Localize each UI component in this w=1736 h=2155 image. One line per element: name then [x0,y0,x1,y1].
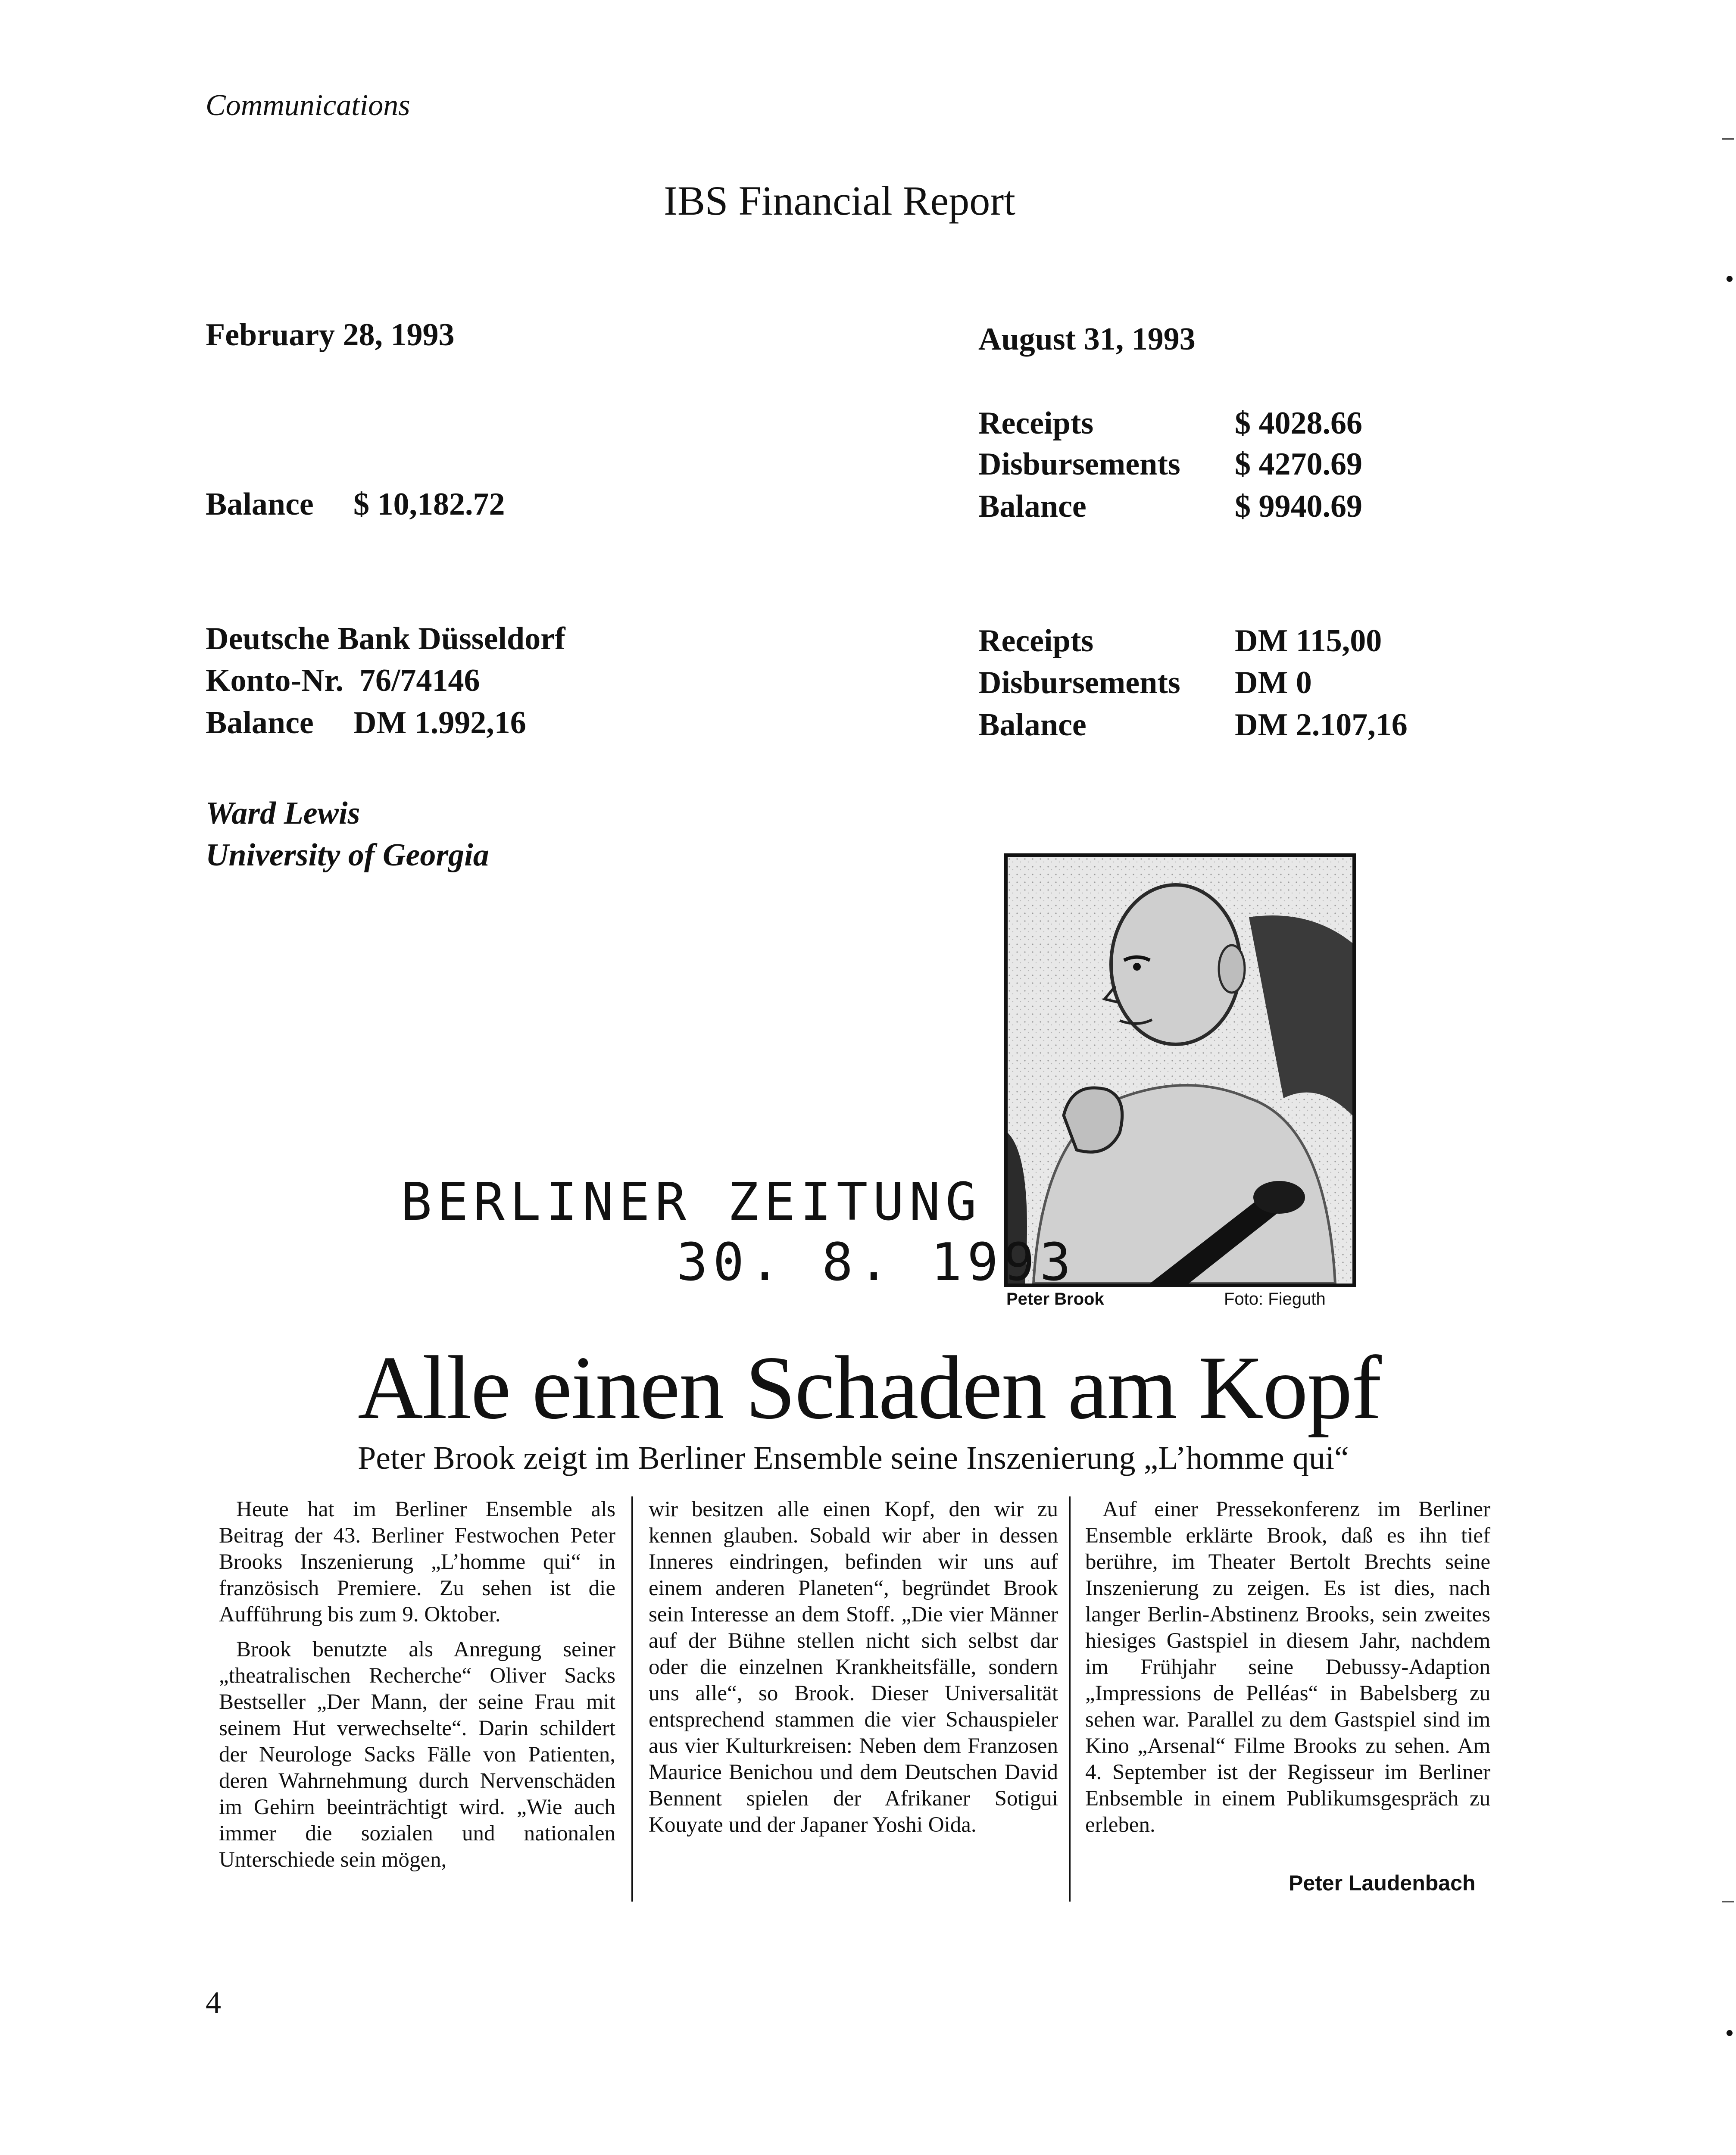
article-paragraph: Heute hat im Berliner Ensemble als Beitrag der 43. Berliner Festwochen Peter Brooks Inszenierung „L’homme qui“ in französisch Premiere. Zu sehen ist die Aufführung bis zum 9. Oktober. [219,1497,615,1627]
usd-opening-label: Balance [206,487,314,522]
article-paragraph: wir besitzen alle einen Kopf, den wir zu kennen glauben. Sobald wir aber in dessen Inneres eindringen, befinden wir uns auf einem anderen Planeten“, begründet Brook sein Interesse an dem Stoff. „Die vier Männer auf der Bühne stellen nicht sich selbst dar oder die einzelnen Krankheitsfälle, sondern uns alle“, so Brook. Dieser Universalität entsprechend stammen die vier Schauspieler aus vier Kulturkreisen: Neben dem Franzosen Maurice Benichou und dem Deutschen David Bennent spielen der Afrikaner Sotigui Kouyate und der Japaner Yoshi Oida. [649,1497,1058,1837]
usd-opening-value: $ 10,182.72 [353,487,505,522]
article-column-2 [649,1496,1058,1838]
column-divider [631,1496,633,1902]
account-number: Konto-Nr. 76/74146 [206,663,480,698]
dm-receipts-label: Receipts [978,623,1094,659]
usd-receipts-label: Receipts [978,406,1094,441]
article-paragraph: Auf einer Pressekonferenz im Berliner Ensemble erklärte Brook, daß es ihn tief berühre, im Theater Bertolt Brechts seine Inszenierung zu zeigen. Es ist dies, nach langer Berlin-Abstinenz Brooks, sein zweites hiesiges Gastspiel in diesem Jahr, nachdem im Frühjahr seine Debussy-Adaption „Impressions de Pelléas“ in Babelsberg zu sehen war. Parallel zu dem Gastspiel sind im Kino „Arsenal“ Filme Brooks zu sehen. Am 4. September ist der Regisseur im Berliner Enbsemble in einem Publikumsgespräch zu erleben. [1085,1497,1490,1837]
portrait-photo [1004,853,1356,1287]
article-column-1 [219,1496,615,1873]
dm-opening-value: DM 1.992,16 [353,705,526,740]
handwritten-newspaper-name: BERLINER ZEITUNG [401,1172,982,1232]
dm-disbursements-value: DM 0 [1235,665,1312,700]
dm-opening-label: Balance [206,705,314,740]
report-title: IBS Financial Report [664,178,1015,224]
usd-balance-label: Balance [978,489,1087,524]
report-date-left: February 28, 1993 [206,317,455,353]
article-column-3 [1085,1496,1490,1838]
article-author: Peter Laudenbach [1289,1871,1476,1895]
column-divider [1069,1496,1071,1902]
dm-balance-label: Balance [978,707,1087,743]
photo-caption-name: Peter Brook [1006,1290,1104,1309]
report-date-right: August 31, 1993 [978,322,1196,357]
scan-mark [1727,276,1733,282]
photo-caption-credit: Foto: Fieguth [1224,1290,1326,1309]
dm-receipts-value: DM 115,00 [1235,623,1382,659]
usd-disbursements-value: $ 4270.69 [1235,447,1362,482]
page-number: 4 [206,1985,221,2020]
bank-name: Deutsche Bank Düsseldorf [206,621,565,656]
signature-affiliation: University of Georgia [206,837,489,873]
signature-name: Ward Lewis [206,796,360,831]
usd-disbursements-label: Disbursements [978,447,1180,482]
scan-mark [1727,2030,1733,2036]
section-label: Communications [206,89,410,122]
scan-mark [1722,138,1734,140]
portrait-image [1008,857,1352,1284]
dm-balance-value: DM 2.107,16 [1235,707,1408,743]
handwritten-date: 30. 8. 1993 [677,1233,1076,1293]
article-subhead: Peter Brook zeigt im Berliner Ensemble seine Inszenierung „L’homme qui“ [358,1440,1349,1476]
dm-disbursements-label: Disbursements [978,665,1180,700]
article-headline: Alle einen Schaden am Kopf [358,1338,1381,1438]
article-paragraph: Brook benutzte als Anregung seiner „theatralischen Recherche“ Oliver Sacks Bestseller „Der Mann, der seine Frau mit seinem Hut verwechselte“. Darin schildert der Neurologe Sacks Fälle von Patienten, deren Wahrnehmung durch Nervenschäden im Gehirn beeinträchtigt wird. „Wie auch immer die sozialen und nationalen Unterschiede sein mögen, [219,1637,615,1872]
usd-balance-value: $ 9940.69 [1235,489,1362,524]
scan-mark [1722,1901,1734,1902]
usd-receipts-value: $ 4028.66 [1235,406,1362,441]
